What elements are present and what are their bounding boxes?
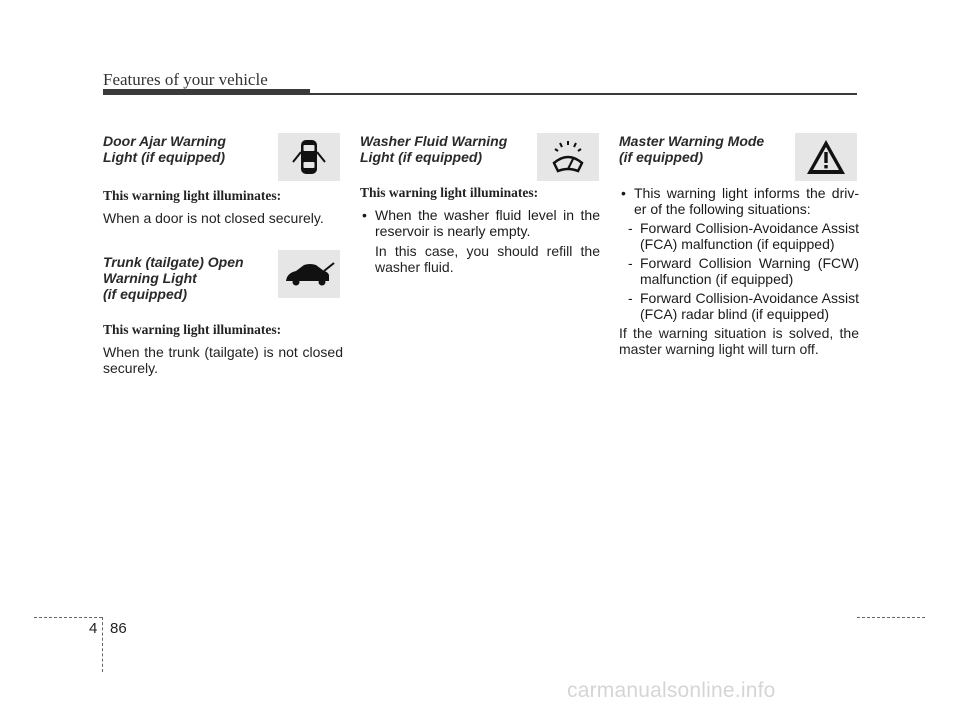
chapter-number: 4 — [89, 620, 98, 637]
door-ajar-body: When a door is not closed securely. — [103, 210, 324, 226]
warning-triangle-icon — [795, 133, 857, 181]
washer-fluid-header — [360, 133, 600, 181]
page-number: 86 — [110, 620, 127, 637]
washer-fluid-icon — [537, 133, 599, 181]
master-warning-item: - Forward Collision-Avoidance Assist (FCA) radar blind (if equipped) — [628, 290, 859, 322]
master-warning-title: Master Warning Mode (if equipped) — [619, 133, 765, 165]
footer-divider — [102, 617, 103, 672]
master-warning-item-text: Forward Collision Warning (FCW) malfunction (if equipped) — [640, 255, 859, 287]
footer-rule-right — [857, 617, 925, 618]
master-warning-header — [619, 133, 859, 181]
trunk-open-header — [103, 254, 343, 304]
watermark: carmanualsonline.info — [567, 679, 776, 702]
car-door-open-icon — [278, 133, 340, 181]
door-ajar-title: Door Ajar Warning Light (if equipped) — [103, 133, 226, 165]
footer-rule-left — [34, 617, 102, 618]
door-ajar-illuminates: This warning light illuminates: — [103, 188, 282, 203]
washer-fluid-note: In this case, you should refill the washer fluid. — [375, 243, 600, 275]
column-middle — [360, 133, 600, 275]
header-rule-thin — [310, 93, 857, 95]
door-ajar-header — [103, 133, 343, 181]
washer-fluid-illuminates: This warning light illuminates: — [360, 185, 539, 200]
column-right — [619, 133, 859, 357]
master-warning-item-text: Forward Collision-Avoidance Assist (FCA) radar blind (if equipped) — [640, 290, 859, 322]
master-warning-item: - Forward Collision Warning (FCW) malfunction (if equipped) — [628, 255, 859, 287]
master-warning-item-text: Forward Collision-Avoidance Assist (FCA) malfunction (if equipped) — [640, 220, 859, 252]
trunk-open-body: When the trunk (tailgate) is not closed securely. — [103, 344, 343, 376]
master-warning-bullet: • This warning light informs the driv-er of the following situations: — [619, 185, 859, 217]
column-left — [103, 133, 343, 376]
trunk-open-illuminates: This warning light illuminates: — [103, 322, 282, 337]
header-rule-thick — [103, 89, 310, 95]
page-header-title: Features of your vehicle — [103, 70, 268, 89]
trunk-open-title: Trunk (tailgate) Open Warning Light (if equipped) — [103, 254, 244, 302]
washer-fluid-title: Washer Fluid Warning Light (if equipped) — [360, 133, 508, 165]
car-trunk-open-icon — [278, 250, 340, 298]
master-warning-footer: If the warning situation is solved, the master warning light will turn off. — [619, 325, 859, 357]
master-warning-item: - Forward Collision-Avoidance Assist (FCA) malfunction (if equipped) — [628, 220, 859, 252]
washer-fluid-bullet: • When the washer fluid level in the reservoir is nearly empty. — [360, 207, 600, 239]
